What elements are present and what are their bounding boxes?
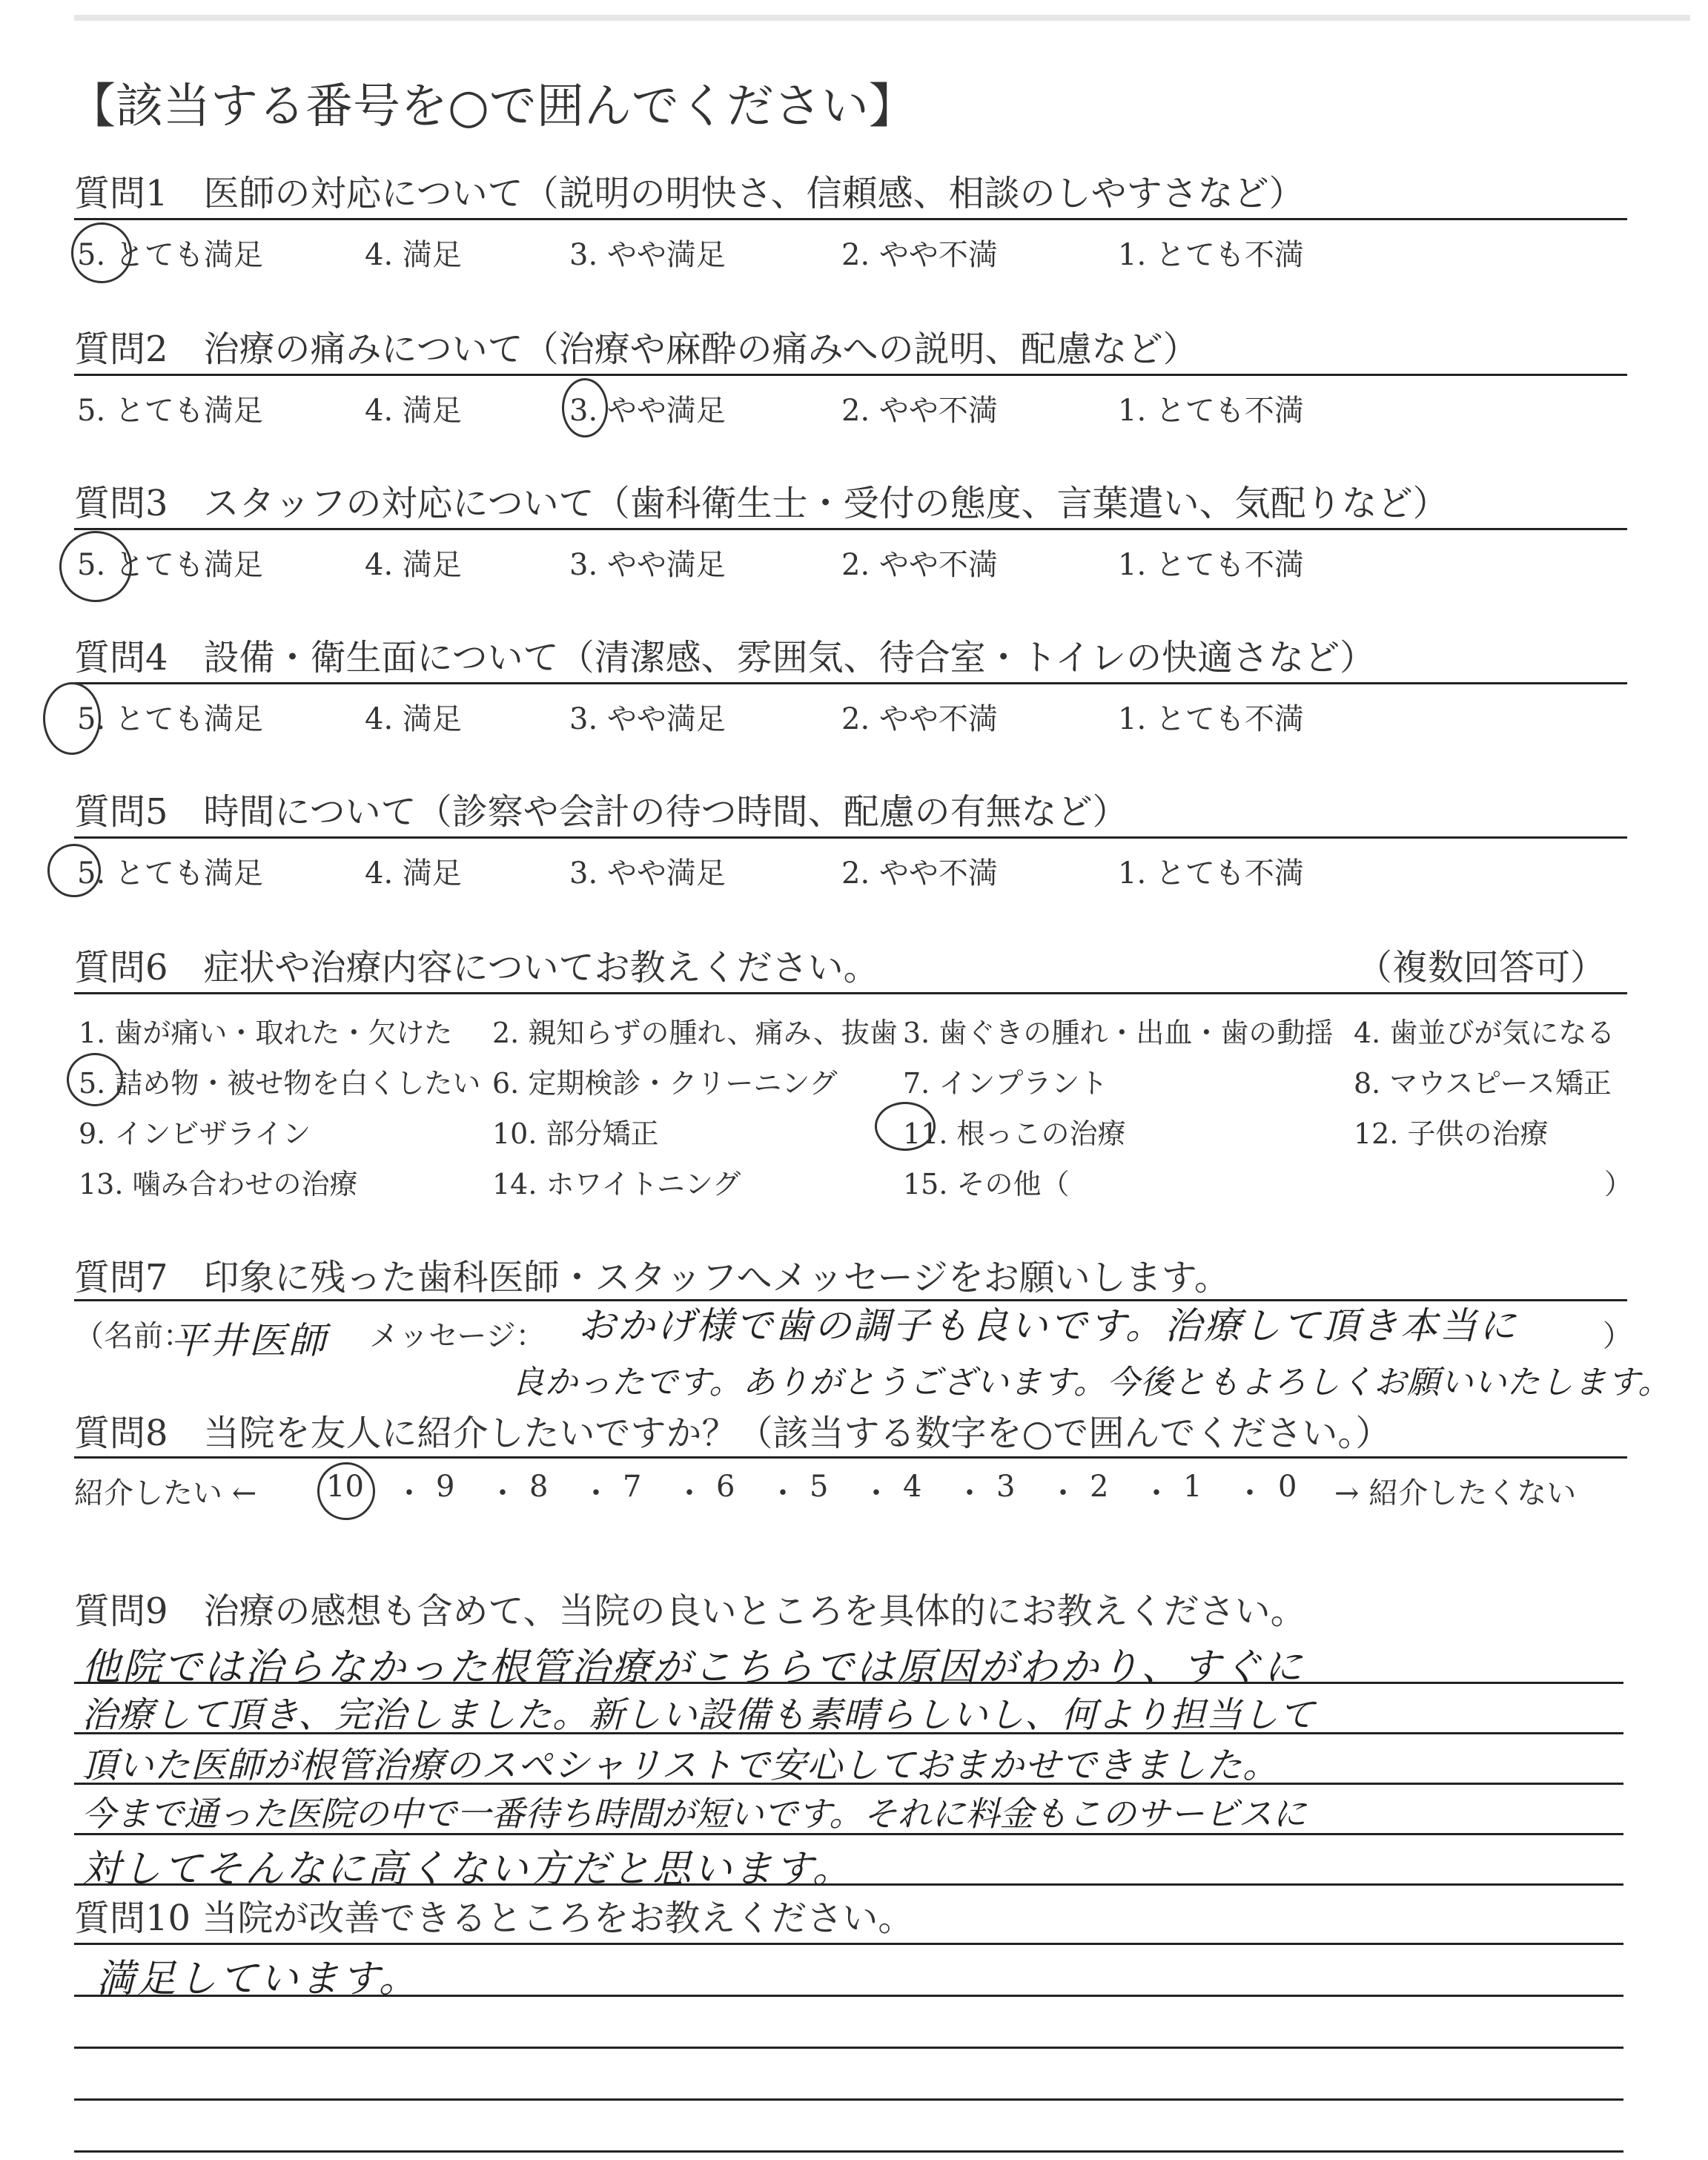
- q10-line-5: [74, 2150, 1623, 2153]
- q6-item-8[interactable]: 8. マウスピース矯正: [1354, 1067, 1612, 1100]
- q5-option-5[interactable]: 5. とても満足: [77, 856, 263, 891]
- q8-sep-3: ・: [581, 1476, 611, 1510]
- q4-answer-circle: [43, 682, 101, 755]
- q6-item-11-circle: [875, 1102, 936, 1151]
- q8-right-label: → 紹介したくない: [1334, 1476, 1577, 1510]
- q6-item-5-circle: [67, 1053, 123, 1106]
- q6-item-12[interactable]: 12. 子供の治療: [1354, 1117, 1549, 1150]
- question-4-rule: [74, 682, 1627, 684]
- q8-sep-10: ・: [1235, 1476, 1265, 1510]
- q8-sep-1: ・: [394, 1476, 424, 1510]
- q8-sep-8: ・: [1048, 1476, 1078, 1510]
- q2-answer-circle: [562, 378, 608, 437]
- q8-sep-6: ・: [861, 1476, 891, 1510]
- q4-option-4[interactable]: 4. 満足: [365, 702, 462, 736]
- q8-score-2[interactable]: 2: [1090, 1470, 1109, 1504]
- q8-answer-circle: [317, 1462, 375, 1520]
- question-6-title: 質問6 症状や治療内容についてお教えください。: [74, 947, 879, 988]
- q6-item-15[interactable]: 15. その他（: [903, 1168, 1070, 1200]
- q9-answer-line-5: 対してそんなに高くない方だと思います。: [82, 1847, 853, 1892]
- q5-answer-circle: [47, 844, 101, 897]
- q8-score-3[interactable]: 3: [996, 1470, 1016, 1504]
- q6-other-close: ）: [1604, 1168, 1633, 1200]
- q2-option-1[interactable]: 1. とても不満: [1118, 394, 1304, 428]
- q5-option-2[interactable]: 2. やや不満: [841, 856, 998, 891]
- q6-item-7[interactable]: 7. インプラント: [903, 1067, 1108, 1100]
- q7-close-paren: ）: [1603, 1319, 1632, 1353]
- question-1-title: 質問1 医師の対応について（説明の明快さ、信頼感、相談のしやすさなど）: [74, 173, 1305, 214]
- question-6-note: （複数回答可）: [1357, 947, 1606, 988]
- q5-option-4[interactable]: 4. 満足: [365, 856, 462, 891]
- q1-option-5[interactable]: 5. とても満足: [77, 238, 263, 272]
- q8-score-7[interactable]: 7: [623, 1470, 642, 1504]
- q2-option-3[interactable]: 3. やや満足: [569, 394, 726, 428]
- q1-option-2[interactable]: 2. やや不満: [841, 238, 998, 272]
- q7-name-label: （名前：: [74, 1319, 193, 1353]
- q3-option-2[interactable]: 2. やや不満: [841, 548, 998, 582]
- q1-answer-circle: [71, 222, 132, 283]
- q5-option-1[interactable]: 1. とても不満: [1118, 856, 1304, 891]
- q6-item-6[interactable]: 6. 定期検診・クリーニング: [492, 1067, 838, 1100]
- q6-item-13[interactable]: 13. 噛み合わせの治療: [79, 1168, 358, 1200]
- q7-name-value: 平井医師: [171, 1319, 328, 1362]
- q9-answer-line-1: 他院では治らなかった根管治療がこちらでは原因がわかり、すぐに: [82, 1645, 1305, 1690]
- question-2-title: 質問2 治療の痛みについて（治療や麻酔の痛みへの説明、配慮など）: [74, 328, 1199, 370]
- q1-option-3[interactable]: 3. やや満足: [569, 238, 726, 272]
- q4-option-1[interactable]: 1. とても不満: [1118, 702, 1304, 736]
- q8-score-6[interactable]: 6: [716, 1470, 735, 1504]
- q3-option-3[interactable]: 3. やや満足: [569, 548, 726, 582]
- q3-answer-circle: [59, 531, 132, 602]
- q3-option-5[interactable]: 5. とても満足: [77, 548, 263, 582]
- q2-option-5[interactable]: 5. とても満足: [77, 394, 263, 428]
- question-6-rule: [74, 992, 1627, 994]
- question-7-title: 質問7 印象に残った歯科医師・スタッフへメッセージをお願いします。: [74, 1257, 1230, 1298]
- q5-option-3[interactable]: 3. やや満足: [569, 856, 726, 891]
- q4-option-5[interactable]: 5. とても満足: [77, 702, 263, 736]
- question-3-title: 質問3 スタッフの対応について（歯科衛生士・受付の態度、言葉遣い、気配りなど）: [74, 483, 1449, 524]
- question-2-rule: [74, 374, 1627, 376]
- q8-sep-5: ・: [768, 1476, 798, 1510]
- question-1-rule: [74, 218, 1627, 220]
- q6-item-4[interactable]: 4. 歯並びが気になる: [1354, 1017, 1615, 1049]
- q3-option-1[interactable]: 1. とても不満: [1118, 548, 1304, 582]
- q8-score-0[interactable]: 0: [1278, 1470, 1297, 1504]
- q4-option-2[interactable]: 2. やや不満: [841, 702, 998, 736]
- question-10-title: 質問10 当院が改善できるところをお教えください。: [74, 1898, 914, 1939]
- q1-option-1[interactable]: 1. とても不満: [1118, 238, 1304, 272]
- q10-line-3: [74, 2047, 1623, 2049]
- q6-item-14[interactable]: 14. ホワイトニング: [492, 1168, 741, 1200]
- q6-item-9[interactable]: 9. インビザライン: [79, 1117, 311, 1150]
- q8-sep-9: ・: [1142, 1476, 1171, 1510]
- scan-top-edge: [74, 15, 1690, 21]
- q10-line-1: [74, 1943, 1623, 1945]
- q9-answer-line-2: 治療して頂き、完治しました。新しい設備も素晴らしいし、何より担当して: [82, 1694, 1316, 1736]
- page-heading: 【該当する番号を○で囲んでください】: [68, 79, 916, 134]
- q9-answer-line-3: 頂いた医師が根管治療のスペシャリストで安心しておまかせできました。: [82, 1745, 1280, 1786]
- q6-item-10[interactable]: 10. 部分矯正: [492, 1117, 659, 1150]
- q2-option-4[interactable]: 4. 満足: [365, 394, 462, 428]
- q8-sep-2: ・: [488, 1476, 517, 1510]
- q8-score-8[interactable]: 8: [529, 1470, 549, 1504]
- q8-score-4[interactable]: 4: [903, 1470, 922, 1504]
- q8-left-label: 紹介したい ←: [74, 1476, 257, 1510]
- q6-item-3[interactable]: 3. 歯ぐきの腫れ・出血・歯の動揺: [903, 1017, 1334, 1049]
- question-5-title: 質問5 時間について（診察や会計の待つ時間、配慮の有無など）: [74, 791, 1128, 833]
- q10-answer-line-1: 満足しています。: [96, 1957, 420, 2001]
- q1-option-4[interactable]: 4. 満足: [365, 238, 462, 272]
- q7-message-line-1: おかげ様で歯の調子も良いです。治療して頂き本当に: [578, 1304, 1518, 1347]
- q6-item-1[interactable]: 1. 歯が痛い・取れた・欠けた: [79, 1017, 453, 1049]
- q8-score-9[interactable]: 9: [436, 1470, 455, 1504]
- q10-line-4: [74, 2098, 1623, 2101]
- q6-item-11[interactable]: 11. 根っこの治療: [903, 1117, 1126, 1150]
- q3-option-4[interactable]: 4. 満足: [365, 548, 462, 582]
- question-8-title: 質問8 当院を友人に紹介したいですか？（該当する数字を○で囲んでください。）: [74, 1413, 1391, 1454]
- q6-item-5[interactable]: 5. 詰め物・被せ物を白くしたい: [79, 1067, 481, 1100]
- q8-score-10[interactable]: 10: [326, 1470, 364, 1504]
- q8-score-1[interactable]: 1: [1183, 1470, 1202, 1504]
- q8-sep-7: ・: [955, 1476, 984, 1510]
- q2-option-2[interactable]: 2. やや不満: [841, 394, 998, 428]
- question-8-rule: [74, 1456, 1627, 1459]
- q7-message-label: メッセージ：: [369, 1319, 546, 1353]
- q9-answer-line-4: 今まで通った医院の中で一番待ち時間が短いです。それに料金もこのサービスに: [82, 1794, 1307, 1834]
- question-5-rule: [74, 836, 1627, 839]
- question-4-title: 質問4 設備・衛生面について（清潔感、雰囲気、待合室・トイレの快適さなど）: [74, 637, 1376, 678]
- q8-sep-4: ・: [675, 1476, 704, 1510]
- q7-message-line-2: 良かったです。ありがとうございます。今後ともよろしくお願いいたします。: [512, 1364, 1672, 1401]
- q4-option-3[interactable]: 3. やや満足: [569, 702, 726, 736]
- question-9-title: 質問9 治療の感想も含めて、当院の良いところを具体的にお教えください。: [74, 1591, 1306, 1632]
- question-3-rule: [74, 528, 1627, 530]
- q8-score-5[interactable]: 5: [810, 1470, 829, 1504]
- q6-item-2[interactable]: 2. 親知らずの腫れ、痛み、抜歯: [492, 1017, 898, 1049]
